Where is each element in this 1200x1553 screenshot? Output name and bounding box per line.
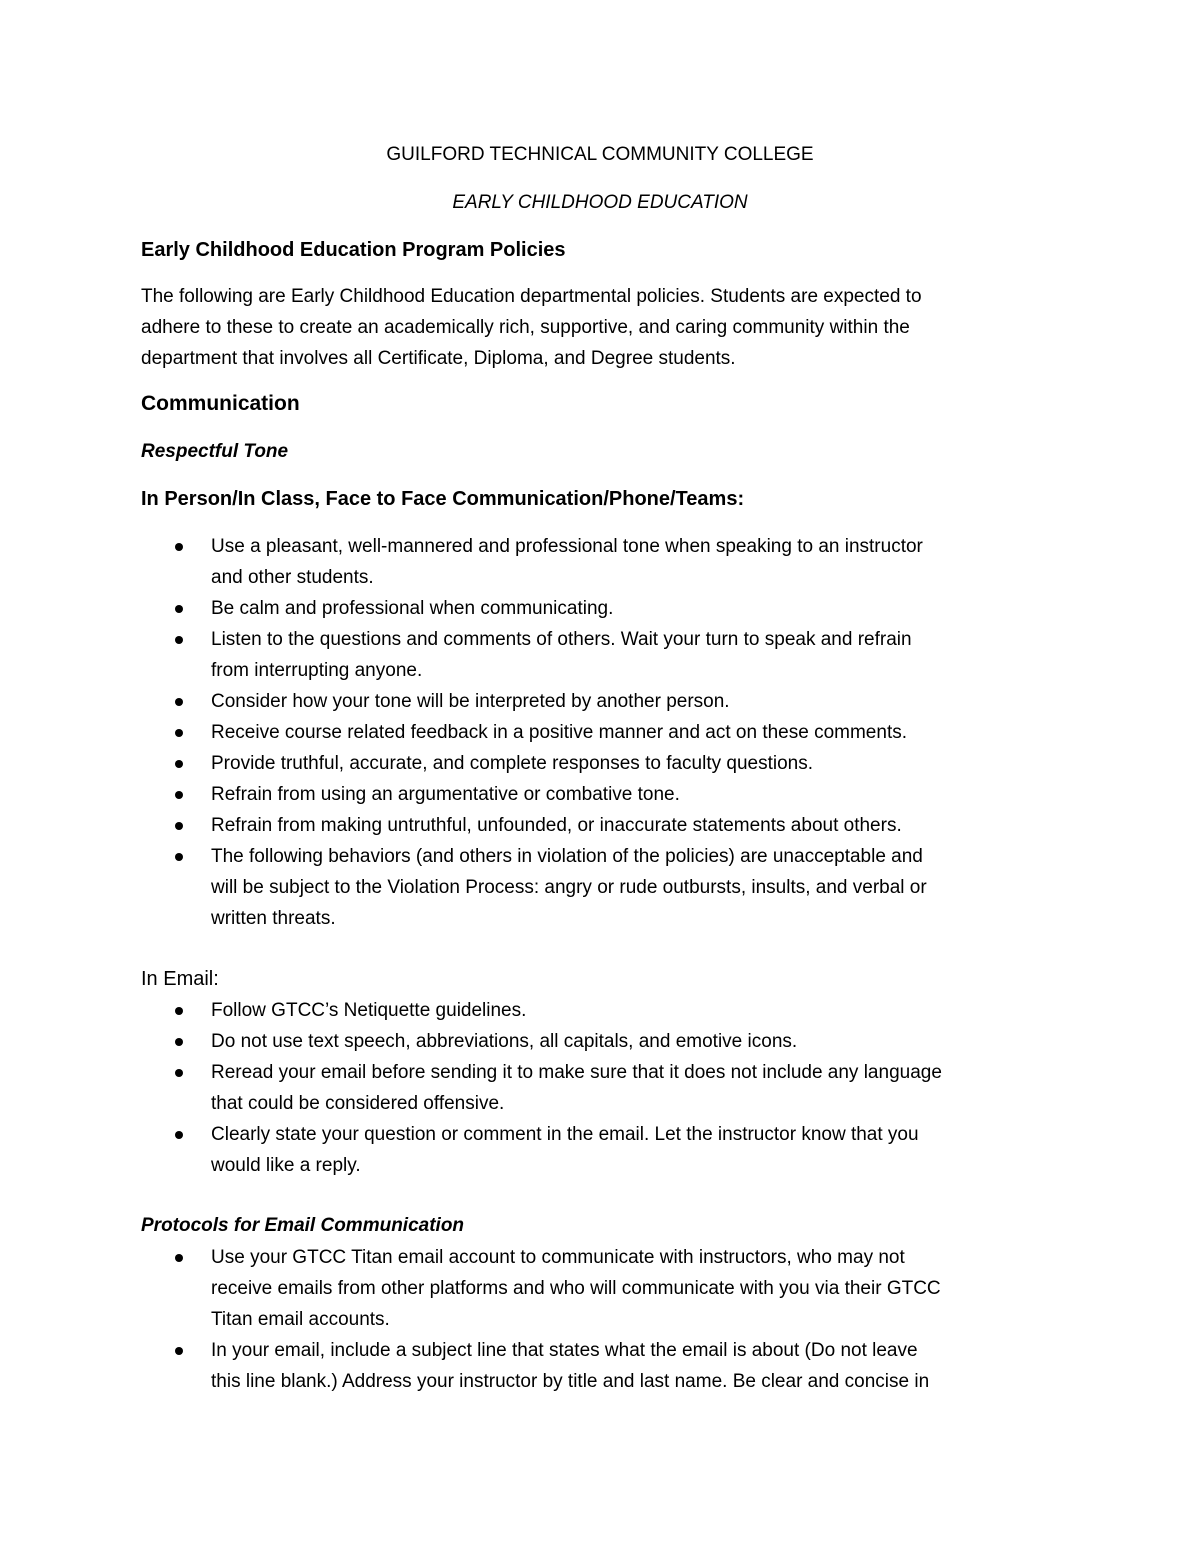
bullet-icon [175, 543, 183, 551]
bullet-icon [175, 822, 183, 830]
list-item [0, 686, 927, 717]
list-item-line: Refrain from making untruthful, unfounded, or inaccurate statements about others. [211, 815, 902, 836]
bullet-icon [175, 1347, 183, 1355]
protocols-list [0, 1242, 941, 1397]
list-item [0, 1119, 942, 1181]
bullet-icon [175, 1131, 183, 1139]
list-item-line: will be subject to the Violation Process: angry or rude outbursts, insults, and verbal or [211, 877, 927, 898]
list-item [0, 624, 927, 686]
policies-title: Early Childhood Education Program Policies [141, 239, 566, 261]
list-item [0, 593, 927, 624]
in-person-heading: In Person/In Class, Face to Face Communication/Phone/Teams: [141, 488, 745, 510]
email-list [0, 995, 942, 1181]
bullet-icon [175, 636, 183, 644]
list-item [0, 531, 927, 593]
bullet-icon [175, 1038, 183, 1046]
college-name: GUILFORD TECHNICAL COMMUNITY COLLEGE [386, 144, 814, 165]
list-item [0, 1026, 942, 1057]
program-name: EARLY CHILDHOOD EDUCATION [452, 192, 748, 213]
list-item [0, 1057, 942, 1119]
list-item-line: Listen to the questions and comments of others. Wait your turn to speak and refrain [211, 629, 912, 650]
list-item [0, 995, 942, 1026]
list-item-line: Refrain from using an argumentative or combative tone. [211, 784, 680, 805]
list-item-line: receive emails from other platforms and who will communicate with you via their GTCC [211, 1278, 941, 1299]
list-item-line: In your email, include a subject line that states what the email is about (Do not leave [211, 1340, 918, 1361]
intro-line: department that involves all Certificate, Diploma, and Degree students. [141, 348, 736, 369]
list-item-line: Do not use text speech, abbreviations, all capitals, and emotive icons. [211, 1031, 798, 1052]
list-item-line: this line blank.) Address your instructor by title and last name. Be clear and concise in [211, 1371, 930, 1392]
list-item [0, 841, 927, 934]
bullet-icon [175, 1069, 183, 1077]
bullet-icon [175, 791, 183, 799]
list-item-line: Use your GTCC Titan email account to communicate with instructors, who may not [211, 1247, 905, 1268]
bullet-icon [175, 1007, 183, 1015]
list-item-line: Clearly state your question or comment in the email. Let the instructor know that you [211, 1124, 919, 1145]
intro-paragraph [141, 281, 1051, 374]
intro-line: adhere to these to create an academically rich, supportive, and caring community within the [141, 317, 910, 338]
list-item-line: Provide truthful, accurate, and complete responses to faculty questions. [211, 753, 813, 774]
list-item-line: and other students. [211, 567, 374, 588]
list-item [0, 748, 927, 779]
bullet-icon [175, 853, 183, 861]
list-item-line: Follow GTCC’s Netiquette guidelines. [211, 1000, 527, 1021]
bullet-icon [175, 698, 183, 706]
list-item-line: Use a pleasant, well-mannered and professional tone when speaking to an instructor [211, 536, 923, 557]
list-item-line: Reread your email before sending it to make sure that it does not include any language [211, 1062, 942, 1083]
list-item [0, 1335, 941, 1397]
list-item-line: that could be considered offensive. [211, 1093, 505, 1114]
list-item-line: Be calm and professional when communicating. [211, 598, 614, 619]
list-item-line: Titan email accounts. [211, 1309, 390, 1330]
list-item-line: from interrupting anyone. [211, 660, 423, 681]
list-item-line: Consider how your tone will be interpreted by another person. [211, 691, 730, 712]
bullet-icon [175, 729, 183, 737]
list-item-line: The following behaviors (and others in violation of the policies) are unacceptable and [211, 846, 923, 867]
bullet-icon [175, 760, 183, 768]
protocols-heading: Protocols for Email Communication [141, 1215, 465, 1236]
bullet-icon [175, 1254, 183, 1262]
list-item-line: Receive course related feedback in a positive manner and act on these comments. [211, 722, 907, 743]
communication-heading: Communication [141, 392, 300, 415]
list-item [0, 810, 927, 841]
list-item [0, 717, 927, 748]
list-item-line: written threats. [211, 908, 336, 929]
intro-line: The following are Early Childhood Education departmental policies. Students are expected to [141, 286, 922, 307]
bullet-icon [175, 605, 183, 613]
list-item-line: would like a reply. [211, 1155, 361, 1176]
email-heading: In Email: [141, 968, 219, 990]
respectful-tone-heading: Respectful Tone [141, 441, 289, 462]
list-item [0, 1242, 941, 1335]
in-person-list [0, 531, 927, 934]
list-item [0, 779, 927, 810]
